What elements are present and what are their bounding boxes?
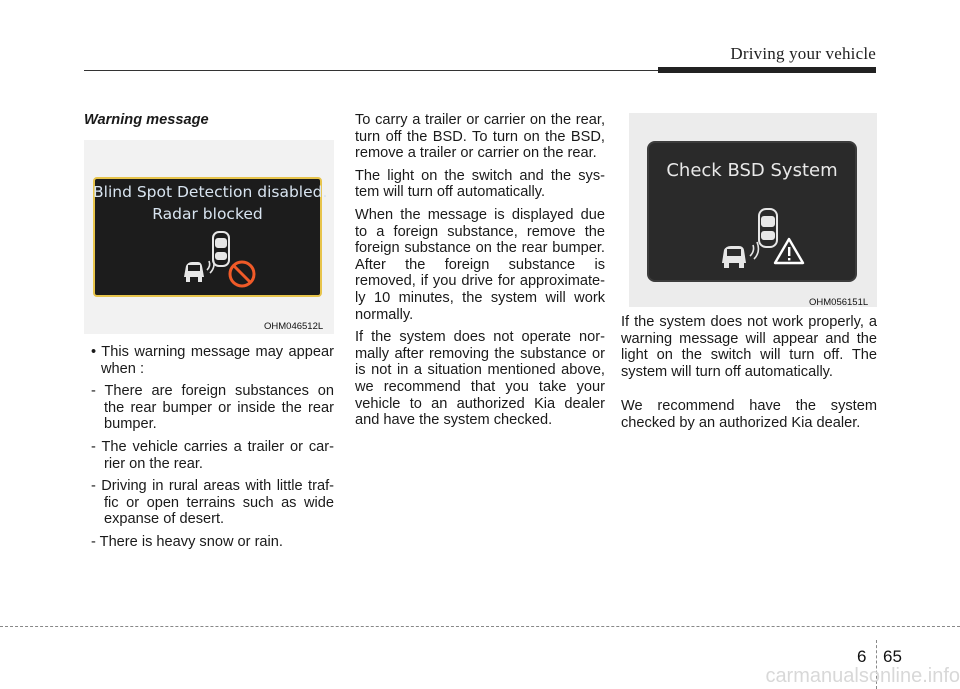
list-item: - There is heavy snow or rain. (91, 533, 283, 550)
paragraph: When the message is displayed due to a foreign substance, remove the foreign substance on the rear bumper. After the foreign substance is removed, if you drive for approximate-ly 10 minutes, the system will work normally. (355, 206, 605, 323)
column-2 (355, 112, 605, 435)
page-number: 65 (883, 647, 902, 666)
radar-wave-icon (750, 242, 758, 259)
check-bsd-illustration (647, 141, 857, 282)
watermark[interactable]: carmanualsonline.info (765, 665, 960, 687)
column-3 (621, 314, 877, 438)
list-item: - Driving in rural areas with little traf-fic or open terrains such as wide expanse of desert. (91, 478, 334, 528)
display-message-line2: Radar blocked (152, 205, 263, 223)
paragraph: To carry a trailer or carrier on the rear, turn off the BSD. To turn on the BSD, remove a trailer or carrier on the rear. (355, 112, 605, 162)
figure-code: OHM056151L (809, 297, 869, 308)
own-car-icon (759, 209, 777, 247)
own-car-icon (213, 232, 229, 266)
figure-code: OHM046512L (264, 321, 324, 332)
list-item: - There are foreign substances on the rear bumper or inside the rear bumper. (91, 383, 334, 433)
prohibition-icon (230, 262, 254, 286)
list-bullet: • This warning message may appear when : (91, 344, 334, 377)
header-bar (658, 67, 876, 73)
adjacent-car-icon (184, 262, 204, 282)
paragraph: If the system does not work properly, a warning message will appear and the light on the switch will turn off. The system will turn off automatically. (621, 314, 877, 380)
display-message-line1: Blind Spot Detection disabled. (93, 183, 328, 201)
chapter-number: 6 (857, 647, 867, 666)
paragraph: We recommend have the system checked by an authorized Kia dealer. (621, 398, 877, 431)
conditions-list (84, 344, 334, 557)
warning-message-heading: Warning message (84, 112, 209, 128)
paragraph: If the system does not operate nor-mally after removing the substance or is not in a situation mentioned above, we recommend that you take your vehicle to an authorized Kia dealer and have the system checked. (355, 329, 605, 429)
footer-dashed-rule (0, 626, 960, 627)
warning-triangle-icon (775, 239, 803, 263)
header-rule (84, 70, 658, 71)
radar-wave-icon (207, 259, 214, 273)
paragraph: The light on the switch and the sys-tem will turn off automatically. (355, 167, 605, 201)
adjacent-car-icon (722, 246, 746, 268)
section-title: Driving your vehicle (730, 44, 876, 63)
list-item: - The vehicle carries a trailer or car-rier on the rear. (91, 438, 334, 472)
display-message: Check BSD System (666, 160, 838, 181)
column-1 (84, 112, 334, 138)
bsd-disabled-illustration (93, 177, 328, 297)
